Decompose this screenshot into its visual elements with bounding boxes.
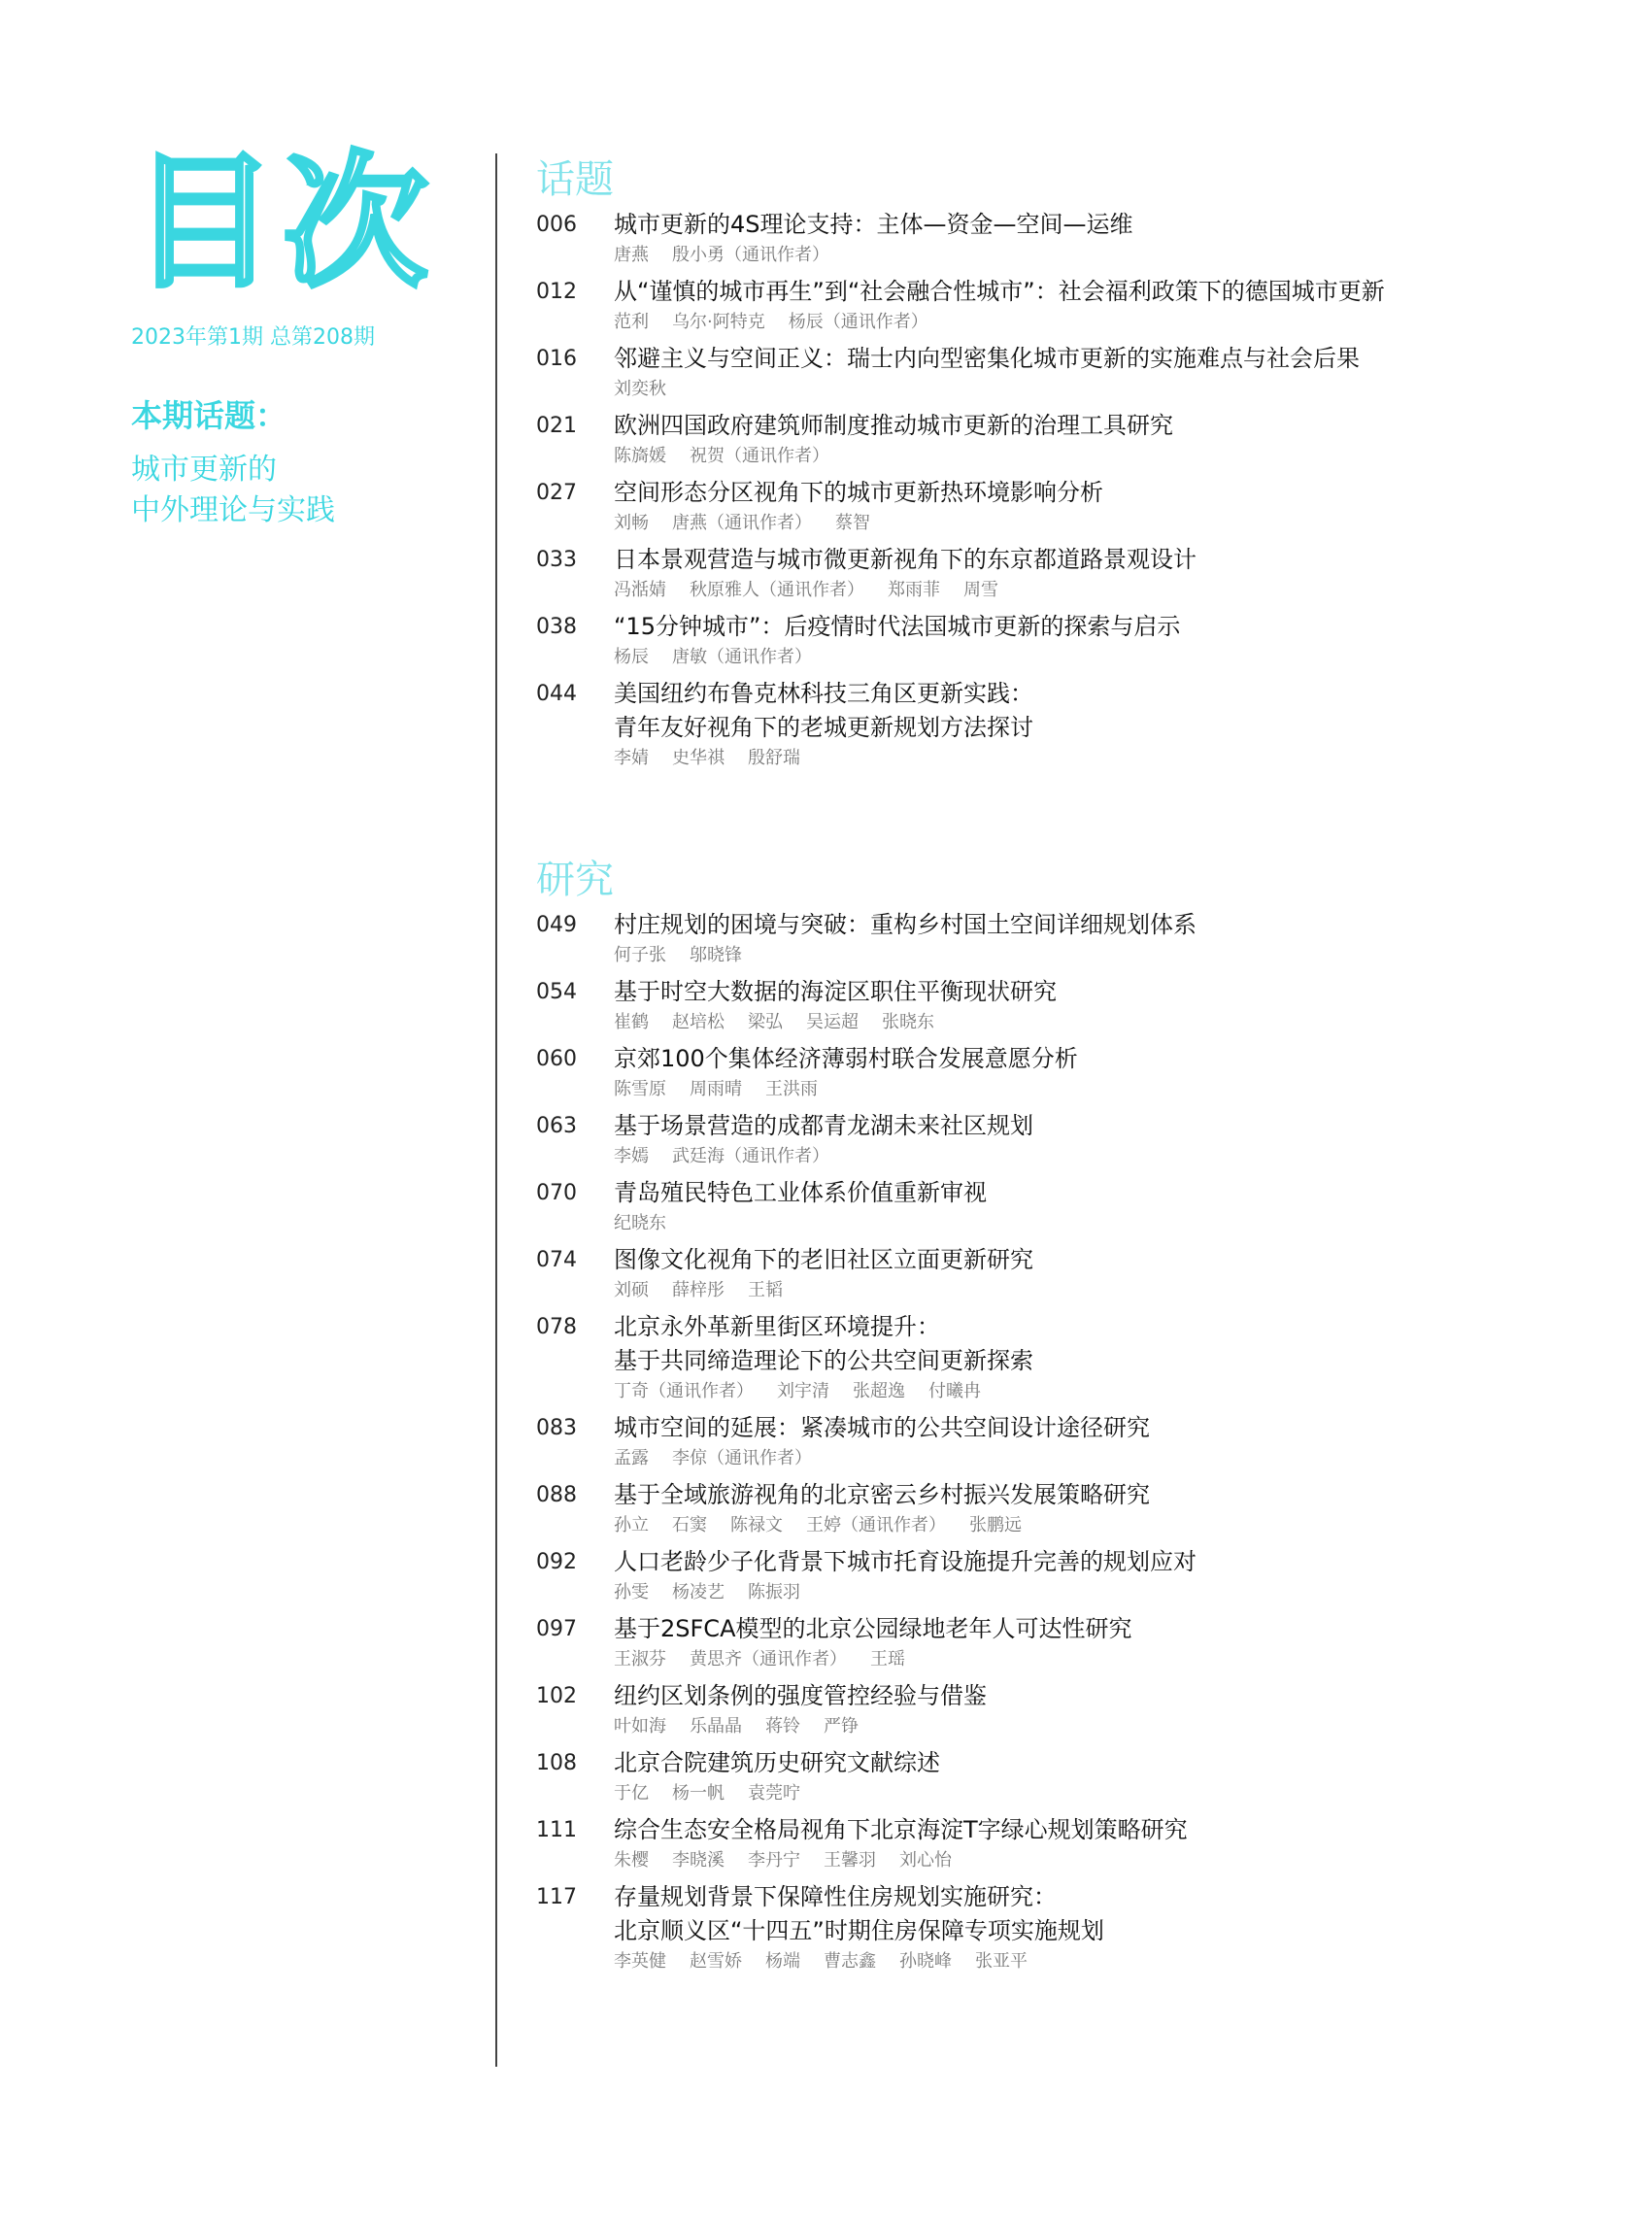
page-number: 111 xyxy=(536,1818,577,1842)
author-name: 乐晶晶 xyxy=(690,1716,742,1737)
section-title: 研究 xyxy=(536,858,614,902)
author-list xyxy=(614,1009,1604,1036)
page-number: 027 xyxy=(536,481,577,505)
author-name: 孙雯 xyxy=(614,1582,649,1602)
author-name: 孙晓峰 xyxy=(899,1951,952,1972)
author-name: 陈振羽 xyxy=(748,1582,800,1602)
author-list xyxy=(614,1948,1604,1975)
author-name: 陈雪原 xyxy=(614,1079,666,1099)
article-title: 日本景观营造与城市微更新视角下的东京都道路景观设计 xyxy=(614,546,1197,573)
author-name: 唐燕 xyxy=(614,245,649,265)
entry-body xyxy=(614,1545,1604,1606)
topic-line: 中外理论与实践 xyxy=(131,493,335,527)
toc-entry[interactable] xyxy=(536,1612,1604,1673)
page-number: 038 xyxy=(536,615,577,639)
author-list xyxy=(614,510,1604,537)
author-name: 王洪雨 xyxy=(765,1079,818,1099)
topic-label: 本期话题： xyxy=(131,397,287,434)
author-name: 陈旖媛 xyxy=(614,446,666,466)
page-number: 016 xyxy=(536,347,577,371)
author-list xyxy=(614,1512,1604,1539)
author-list xyxy=(614,1445,1604,1472)
article-title: 综合生态安全格局视角下北京海淀T字绿心规划策略研究 xyxy=(614,1816,1188,1843)
author-name: 石窦 xyxy=(672,1515,707,1535)
author-name: 史华祺 xyxy=(672,748,725,768)
page-number: 054 xyxy=(536,980,577,1004)
page-number: 088 xyxy=(536,1483,577,1507)
article-title: 人口老龄少子化背景下城市托育设施提升完善的规划应对 xyxy=(614,1548,1197,1575)
toc-entry[interactable] xyxy=(536,1243,1604,1304)
toc-entry[interactable] xyxy=(536,908,1604,969)
author-name: 杨凌艺 xyxy=(672,1582,725,1602)
page-number: 102 xyxy=(536,1684,577,1708)
toc-entry[interactable] xyxy=(536,1545,1604,1606)
vertical-divider xyxy=(495,153,497,2067)
author-name: 周雨晴 xyxy=(690,1079,742,1099)
article-title: 城市空间的延展：紧凑城市的公共空间设计途径研究 xyxy=(614,1414,1150,1441)
author-list xyxy=(614,1579,1604,1606)
article-title: 基于共同缔造理论下的公共空间更新探索 xyxy=(614,1347,1033,1374)
toc-entry[interactable] xyxy=(536,1813,1604,1874)
page-number: 097 xyxy=(536,1617,577,1641)
toc-entry[interactable] xyxy=(536,208,1604,269)
author-name: 邬晓锋 xyxy=(690,945,742,965)
author-name: 严铮 xyxy=(824,1716,859,1737)
page-number: 033 xyxy=(536,548,577,572)
author-list xyxy=(614,309,1604,336)
author-name: 王韬 xyxy=(748,1280,783,1300)
author-name: 杨端 xyxy=(765,1951,800,1972)
author-name: 刘畅 xyxy=(614,513,649,533)
toc-entry[interactable] xyxy=(536,610,1604,671)
article-title: 基于2SFCA模型的北京公园绿地老年人可达性研究 xyxy=(614,1615,1132,1642)
entry-body xyxy=(614,1813,1604,1874)
author-list xyxy=(614,942,1604,969)
page-number: 074 xyxy=(536,1248,577,1272)
author-list xyxy=(614,1847,1604,1874)
author-list xyxy=(614,1646,1604,1673)
author-name: 王婷（通讯作者） xyxy=(806,1515,946,1535)
toc-entry[interactable] xyxy=(536,342,1604,403)
author-list xyxy=(614,443,1604,470)
toc-entry[interactable] xyxy=(536,1880,1604,1975)
author-name: 殷小勇（通讯作者） xyxy=(672,245,829,265)
toc-entry[interactable] xyxy=(536,1109,1604,1170)
entry-body xyxy=(614,610,1604,671)
author-name: 纪晓东 xyxy=(614,1213,666,1233)
page-number: 012 xyxy=(536,280,577,304)
author-name: 蒋铃 xyxy=(765,1716,800,1737)
author-name: 冯湉婧 xyxy=(614,580,666,600)
author-name: 杨辰（通讯作者） xyxy=(788,312,928,332)
author-list xyxy=(614,1210,1604,1237)
author-name: 孟露 xyxy=(614,1448,649,1468)
author-name: 吴运超 xyxy=(806,1012,859,1032)
article-title: 邻避主义与空间正义：瑞士内向型密集化城市更新的实施难点与社会后果 xyxy=(614,345,1360,372)
author-name: 付曦冉 xyxy=(928,1381,981,1401)
page-number: 078 xyxy=(536,1315,577,1339)
issue-info: 2023年第1期 总第208期 xyxy=(131,325,375,350)
author-name: 丁奇（通讯作者） xyxy=(614,1381,754,1401)
page-number: 006 xyxy=(536,213,577,237)
section-gap xyxy=(536,778,1604,856)
author-name: 郑雨菲 xyxy=(888,580,940,600)
author-name: 李丹宁 xyxy=(748,1850,800,1871)
author-name: 赵培松 xyxy=(672,1012,725,1032)
author-name: 李晓溪 xyxy=(672,1850,725,1871)
author-name: 杨一帆 xyxy=(672,1783,725,1804)
toc-entry[interactable] xyxy=(536,1746,1604,1807)
entry-body xyxy=(614,975,1604,1036)
author-name: 李英健 xyxy=(614,1951,666,1972)
entry-body xyxy=(614,543,1604,604)
entry-body xyxy=(614,1243,1604,1304)
toc-entry[interactable] xyxy=(536,1042,1604,1103)
page-number: 108 xyxy=(536,1751,577,1775)
author-name: 黄思齐（通讯作者） xyxy=(690,1649,847,1670)
article-title: 青岛殖民特色工业体系价值重新审视 xyxy=(614,1179,987,1206)
article-title: 美国纽约布鲁克林科技三角区更新实践： xyxy=(614,680,1033,707)
author-name: 李倞（通讯作者） xyxy=(672,1448,812,1468)
author-name: 祝贺（通讯作者） xyxy=(690,446,829,466)
topic-text xyxy=(131,450,452,531)
page-number: 070 xyxy=(536,1181,577,1205)
article-title: 基于全域旅游视角的北京密云乡村振兴发展策略研究 xyxy=(614,1481,1150,1508)
page-number: 083 xyxy=(536,1416,577,1440)
author-name: 唐敏（通讯作者） xyxy=(672,647,812,667)
author-name: 袁莞咛 xyxy=(748,1783,800,1804)
author-list xyxy=(614,1378,1604,1405)
toc-entry[interactable] xyxy=(536,275,1604,336)
author-name: 蔡智 xyxy=(835,513,870,533)
author-name: 李嫣 xyxy=(614,1146,649,1166)
author-name: 陈禄文 xyxy=(730,1515,783,1535)
entry-body xyxy=(614,1880,1604,1975)
author-name: 刘心怡 xyxy=(899,1850,952,1871)
author-name: 于亿 xyxy=(614,1783,649,1804)
author-list xyxy=(614,376,1604,403)
author-name: 梁弘 xyxy=(748,1012,783,1032)
page-number: 044 xyxy=(536,682,577,706)
author-name: 刘宇清 xyxy=(777,1381,829,1401)
page-number: 063 xyxy=(536,1114,577,1138)
entry-body xyxy=(614,908,1604,969)
author-list xyxy=(614,242,1604,269)
entry-body xyxy=(614,476,1604,537)
toc-entry[interactable] xyxy=(536,677,1604,772)
article-title: 北京合院建筑历史研究文献综述 xyxy=(614,1749,940,1776)
article-title: 基于时空大数据的海淀区职住平衡现状研究 xyxy=(614,978,1057,1005)
entry-body xyxy=(614,1176,1604,1237)
author-list xyxy=(614,745,1604,772)
author-name: 叶如海 xyxy=(614,1716,666,1737)
author-name: 赵雪娇 xyxy=(690,1951,742,1972)
masthead xyxy=(131,139,452,531)
article-title: 基于场景营造的成都青龙湖未来社区规划 xyxy=(614,1112,1033,1139)
author-name: 曹志鑫 xyxy=(824,1951,876,1972)
author-name: 武廷海（通讯作者） xyxy=(672,1146,829,1166)
author-name: 乌尔·阿特克 xyxy=(672,312,765,332)
article-title: 图像文化视角下的老旧社区立面更新研究 xyxy=(614,1246,1033,1273)
topic-line: 城市更新的 xyxy=(131,453,277,487)
author-name: 范利 xyxy=(614,312,649,332)
entry-body xyxy=(614,208,1604,269)
author-list xyxy=(614,1780,1604,1807)
author-name: 张晓东 xyxy=(882,1012,934,1032)
author-name: 王淑芬 xyxy=(614,1649,666,1670)
author-list xyxy=(614,1143,1604,1170)
toc-entry[interactable] xyxy=(536,1310,1604,1405)
page-number: 049 xyxy=(536,913,577,937)
entry-body xyxy=(614,409,1604,470)
entry-body xyxy=(614,1109,1604,1170)
article-title: 纽约区划条例的强度管控经验与借鉴 xyxy=(614,1682,987,1709)
article-title: 城市更新的4S理论支持：主体—资金—空间—运维 xyxy=(614,211,1133,238)
section-title: 话题 xyxy=(536,157,614,202)
entry-body xyxy=(614,1042,1604,1103)
entry-body xyxy=(614,1679,1604,1740)
page-number: 060 xyxy=(536,1047,577,1071)
entry-body xyxy=(614,1746,1604,1807)
author-name: 崔鹤 xyxy=(614,1012,649,1032)
author-name: 张亚平 xyxy=(975,1951,1028,1972)
author-name: 张鹏远 xyxy=(969,1515,1022,1535)
author-name: 殷舒瑞 xyxy=(748,748,800,768)
entry-body xyxy=(614,1478,1604,1539)
author-list xyxy=(614,1713,1604,1740)
author-name: 朱樱 xyxy=(614,1850,649,1871)
article-title: 存量规划背景下保障性住房规划实施研究： xyxy=(614,1883,1057,1910)
entry-body xyxy=(614,1310,1604,1405)
entry-body xyxy=(614,342,1604,403)
article-title: 京郊100个集体经济薄弱村联合发展意愿分析 xyxy=(614,1045,1078,1072)
article-title: 从“谨慎的城市再生”到“社会融合性城市”：社会福利政策下的德国城市更新 xyxy=(614,278,1385,305)
toc-entry[interactable] xyxy=(536,543,1604,604)
page-number: 117 xyxy=(536,1885,577,1909)
author-name: 王馨羽 xyxy=(824,1850,876,1871)
toc-entry[interactable] xyxy=(536,1411,1604,1472)
article-title: 欧洲四国政府建筑师制度推动城市更新的治理工具研究 xyxy=(614,412,1173,439)
author-name: 薛梓彤 xyxy=(672,1280,725,1300)
article-title: 村庄规划的困境与突破：重构乡村国土空间详细规划体系 xyxy=(614,911,1197,938)
author-list xyxy=(614,1277,1604,1304)
entry-body xyxy=(614,1612,1604,1673)
toc-entry[interactable] xyxy=(536,1679,1604,1740)
author-list xyxy=(614,577,1604,604)
toc-entry[interactable] xyxy=(536,975,1604,1036)
author-name: 唐燕（通讯作者） xyxy=(672,513,812,533)
article-title: 北京顺义区“十四五”时期住房保障专项实施规划 xyxy=(614,1917,1104,1944)
entry-body xyxy=(614,275,1604,336)
toc-entry[interactable] xyxy=(536,409,1604,470)
toc-entry[interactable] xyxy=(536,476,1604,537)
toc-title: 目次 xyxy=(131,139,435,308)
author-name: 周雪 xyxy=(963,580,998,600)
author-list xyxy=(614,1076,1604,1103)
author-name: 何子张 xyxy=(614,945,666,965)
author-name: 杨辰 xyxy=(614,647,649,667)
article-title: 青年友好视角下的老城更新规划方法探讨 xyxy=(614,714,1033,741)
author-name: 李婧 xyxy=(614,748,649,768)
article-title: 北京永外革新里街区环境提升： xyxy=(614,1313,940,1340)
author-name: 秋原雅人（通讯作者） xyxy=(690,580,864,600)
page-number: 021 xyxy=(536,414,577,438)
article-title: 空间形态分区视角下的城市更新热环境影响分析 xyxy=(614,479,1103,506)
author-name: 孙立 xyxy=(614,1515,649,1535)
toc-entry[interactable] xyxy=(536,1176,1604,1237)
toc-entry[interactable] xyxy=(536,1478,1604,1539)
toc-list xyxy=(536,155,1604,1981)
article-title: “15分钟城市”：后疫情时代法国城市更新的探索与启示 xyxy=(614,613,1181,640)
author-name: 张超逸 xyxy=(853,1381,905,1401)
entry-body xyxy=(614,1411,1604,1472)
entry-body xyxy=(614,677,1604,772)
author-name: 刘奕秋 xyxy=(614,379,666,399)
author-name: 王瑶 xyxy=(870,1649,905,1670)
author-list xyxy=(614,644,1604,671)
author-name: 刘硕 xyxy=(614,1280,649,1300)
page-number: 092 xyxy=(536,1550,577,1574)
